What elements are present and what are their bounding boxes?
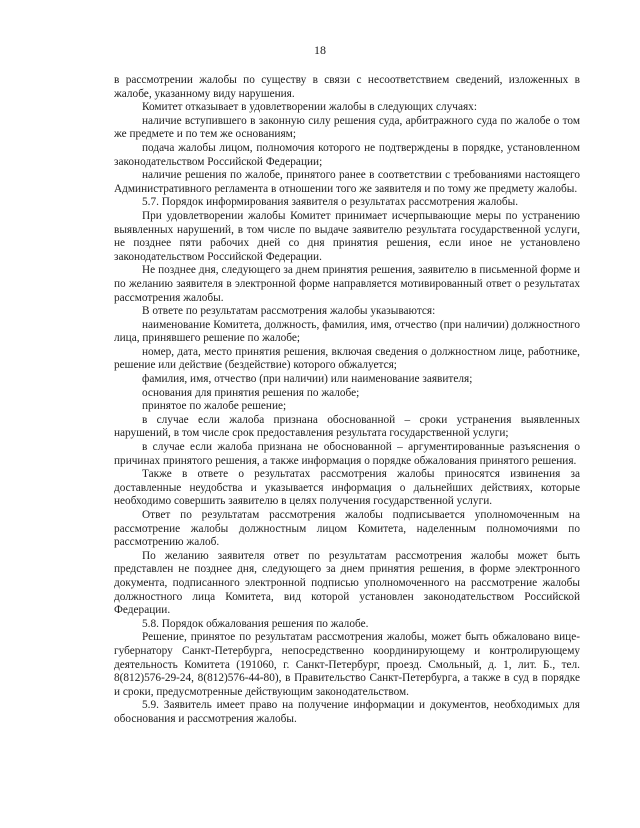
paragraph: в случае если жалоба признана обоснованной – сроки устранения выявленных нарушений, в том числе срок предоставления результата государственной услуги; [114, 413, 580, 440]
paragraph: фамилия, имя, отчество (при наличии) или наименование заявителя; [142, 373, 473, 386]
paragraph: 5.8. Порядок обжалования решения по жалобе. [142, 617, 369, 630]
paragraph: Не позднее дня, следующего за днем принятия решения, заявителю в письменной форме и по желанию заявителя в электронной форме направляется мотивированный ответ о результатах рассмотрения жалобы. [114, 264, 580, 304]
paragraph: номер, дата, место принятия решения, включая сведения о должностном лице, работнике, решение или действие (бездействие) которого обжалуется; [114, 345, 580, 372]
paragraph: В ответе по результатам рассмотрения жалобы указываются: [142, 305, 436, 318]
paragraph: наименование Комитета, должность, фамилия, имя, отчество (при наличии) должностного лица, принявшего решение по жалобе; [114, 318, 580, 345]
paragraph: принятое по жалобе решение; [142, 400, 287, 413]
paragraph: При удовлетворении жалобы Комитет принимает исчерпывающие меры по устранению выявленных нарушений, в том числе по выдаче заявителю результата государственной услуги, не позднее пяти рабочих дней со дня принятия решения, если иное не установлено законодательством Российской Федерации. [114, 209, 580, 263]
paragraph: Ответ по результатам рассмотрения жалобы подписывается уполномоченным на рассмотрение жалобы должностным лицом Комитета, наделенным полномочиями по рассмотрению жалоб. [114, 509, 580, 549]
paragraph: наличие решения по жалобе, принятого ранее в соответствии с требованиями настоящего Административного регламента в отношении того же заявителя и по тому же предмету жалобы. [114, 169, 580, 195]
document-body [114, 74, 580, 727]
paragraph: наличие вступившего в законную силу решения суда, арбитражного суда по жалобе о том же предмете и по тем же основаниям; [114, 114, 580, 141]
paragraph: в рассмотрении жалобы по существу в связи с несоответствием сведений, изложенных в жалобе, указанному виду нарушения. [114, 74, 580, 100]
paragraph: Комитет отказывает в удовлетворении жалобы в следующих случаях: [142, 101, 477, 114]
paragraph: 5.7. Порядок информирования заявителя о результатах рассмотрения жалобы. [142, 196, 519, 209]
paragraph: основания для принятия решения по жалобе; [142, 386, 360, 399]
paragraph: подача жалобы лицом, полномочия которого не подтверждены в порядке, установленном законодательством Российской Федерации; [114, 141, 580, 168]
paragraph: По желанию заявителя ответ по результатам рассмотрения жалобы может быть представлен не позднее дня, следующего за днем принятия решения, в форме электронного документа, подписанного электронной подписью уполномоченного на рассмотрение жалобы должностного лица Комитета, вид которой установлен законодательством Российской Федерации. [114, 549, 580, 617]
paragraph: Также в ответе о результатах рассмотрения жалобы приносятся извинения за доставленные неудобства и указывается информация о дальнейших действиях, которые необходимо совершить заявителю в целях получения государственной услуги. [114, 468, 580, 508]
paragraph: Решение, принятое по результатам рассмотрения жалобы, может быть обжаловано вице-губернатору Санкт-Петербурга, непосредственно координирующему и контролирующему деятельность Комитета (191060, г. Санкт-Петербург, проезд. Смольный, д. 1, лит. Б., тел. 8(812)576-29-24, 8(812)576-44-80), в Правительство Санкт-Петербурга, а также в суд в порядке и сроки, предусмотренные действующим законодательством. [114, 631, 580, 698]
paragraph: 5.9. Заявитель имеет право на получение информации и документов, необходимых для обоснования и рассмотрения жалобы. [114, 699, 580, 725]
page-number: 18 [314, 43, 326, 57]
paragraph: в случае если жалоба признана не обоснованной – аргументированные разъяснения о причинах принятого решения, а также информация о порядке обжалования принятого решения. [114, 441, 580, 467]
